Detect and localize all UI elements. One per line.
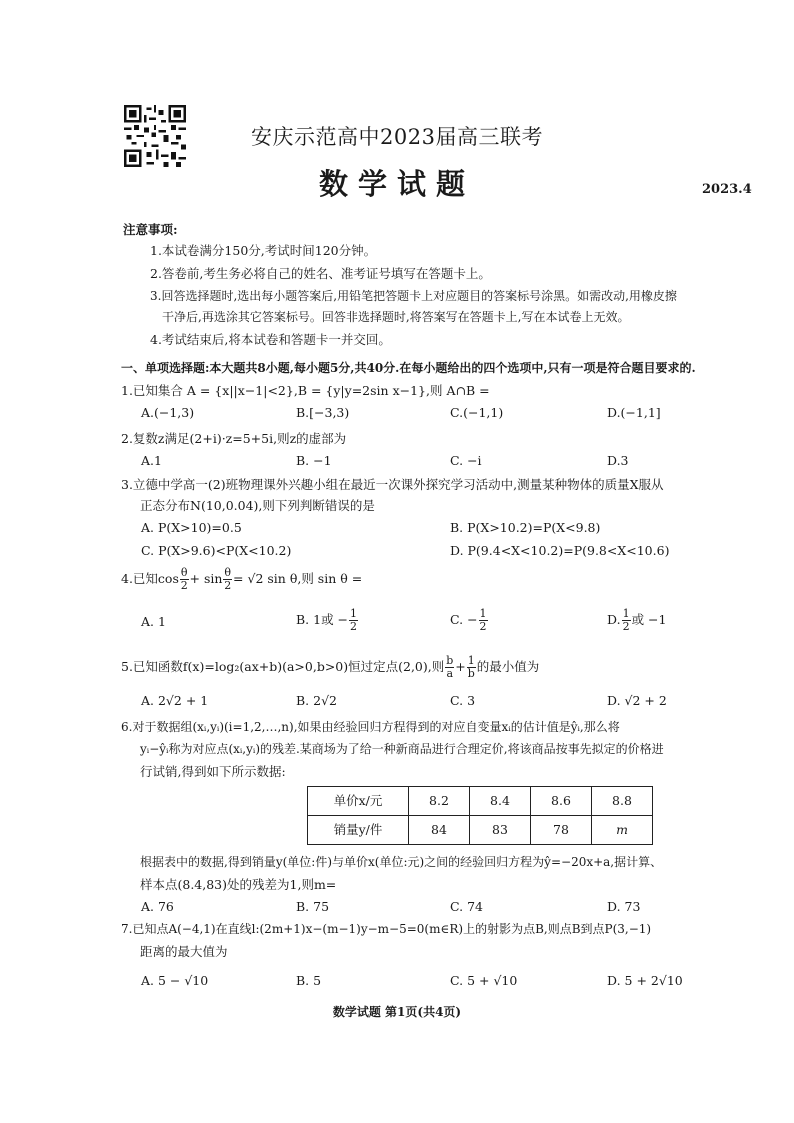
q5-option-c: C. 3	[450, 693, 476, 708]
q7-option-b: B. 5	[296, 973, 322, 988]
notice-item: 3.回答选择题时,选出每小题答案后,用铅笔把答题卡上对应题目的答案标号涂黑。如需改动,用橡皮擦	[150, 289, 677, 303]
q6-stem-line5: 样本点(8.4,83)处的残差为1,则m=	[140, 877, 337, 892]
q4-fraction-theta-over-2	[180, 567, 189, 591]
table-row	[308, 816, 653, 845]
q6-stem-line4: 根据表中的数据,得到销量y(单位:件)与单价x(单位:元)之间的经验回归方程为ŷ=−20x+a,据计算、	[140, 855, 663, 869]
q7-option-d: D. 5 + 2√10	[607, 973, 683, 988]
q4-option-c-text: C. −	[450, 612, 478, 628]
q4-option-b-text: B. 1或 −	[296, 612, 349, 628]
q3-option-b: B. P(X>10.2)=P(X<9.8)	[450, 520, 601, 535]
q4-frac-den: 2	[479, 619, 487, 633]
exam-date: 2023.4	[702, 182, 752, 197]
q3-option-a: A. P(X>10)=0.5	[141, 520, 242, 535]
q4-text: = √2 sin θ,则 sin θ =	[233, 571, 363, 587]
q5-fraction-b-over-a	[445, 655, 454, 679]
q7-option-a: A. 5 − √10	[141, 973, 209, 988]
q4-frac-num: 1	[479, 607, 487, 620]
table-cell: 83	[470, 816, 531, 845]
q4-frac-num: 1	[350, 607, 358, 620]
q1-option-b: B.[−3,3)	[296, 405, 350, 420]
table-row	[308, 787, 653, 816]
q5-option-b: B. 2√2	[296, 693, 338, 708]
q4-frac-num: θ	[180, 566, 188, 579]
q6-option-d: D. 73	[607, 899, 641, 914]
exam-title: 安庆示范高中2023届高三联考	[251, 125, 543, 149]
q4-option-d-fraction	[622, 608, 631, 632]
table-cell: 8.6	[531, 787, 592, 816]
q5-text: 5.已知函数f(x)=log₂(ax+b)(a>0,b>0)恒过定点(2,0),则	[121, 659, 445, 675]
table-cell: 8.2	[409, 787, 470, 816]
q2-option-c: C. −i	[450, 453, 482, 468]
q4-frac-den: 2	[224, 578, 232, 592]
q2-option-a: A.1	[141, 453, 162, 468]
q5-option-a: A. 2√2 + 1	[141, 693, 209, 708]
q5-frac-num: 1	[467, 654, 475, 667]
q7-stem-line1: 7.已知点A(−4,1)在直线l:(2m+1)x−(m−1)y−m−5=0(m∈R)上的射影为点B,则点B到点P(3,−1)	[121, 922, 652, 936]
q5-fraction-1-over-b	[467, 655, 476, 679]
q4-frac-den: 2	[180, 578, 188, 592]
subject-title: 数学试题	[318, 167, 475, 201]
q6-stem-line2: yᵢ−ŷᵢ称为对应点(xᵢ,yᵢ)的残差.某商场为了给一种新商品进行合理定价,将该商品按事先拟定的价格进	[140, 742, 664, 756]
q1-stem: 1.已知集合 A = {x||x−1|<2},B = {y|y=2sin x−1},则 A∩B =	[121, 383, 490, 398]
notice-heading: 注意事项:	[123, 222, 178, 237]
q5-frac-den: b	[467, 666, 475, 680]
table-cell: m	[592, 816, 653, 845]
q4-option-c-fraction	[479, 608, 488, 632]
q4-option-a: A. 1	[141, 614, 166, 629]
q4-option-b	[296, 608, 359, 632]
q4-frac-num: θ	[224, 566, 232, 579]
section-heading: 一、单项选择题:本大题共8小题,每小题5分,共40分.在每小题给出的四个选项中,只有一项是符合题目要求的.	[121, 361, 696, 375]
q4-frac-den: 2	[350, 619, 358, 633]
q4-option-d-text: 或 −1	[631, 612, 667, 628]
q1-option-d: D.(−1,1]	[607, 405, 661, 420]
notice-item: 干净后,再选涂其它答案标号。回答非选择题时,将答案写在答题卡上,写在本试卷上无效。	[162, 310, 630, 324]
notice-item: 2.答卷前,考生务必将自己的姓名、准考证号填写在答题卡上。	[150, 266, 491, 281]
q3-stem-line2: 正态分布N(10,0.04),则下列判断错误的是	[140, 498, 375, 513]
q6-option-c: C. 74	[450, 899, 483, 914]
q4-text: 4.已知cos	[121, 571, 179, 587]
table-cell: 8.4	[470, 787, 531, 816]
q4-option-b-fraction	[349, 608, 358, 632]
q3-option-c: C. P(X>9.6)<P(X<10.2)	[141, 543, 292, 558]
q4-option-d	[607, 608, 666, 632]
q5-frac-num: b	[446, 654, 454, 667]
table-cell: 单价x/元	[308, 787, 409, 816]
q2-stem: 2.复数z满足(2+i)·z=5+5i,则z的虚部为	[121, 431, 347, 446]
q4-option-c	[450, 608, 489, 632]
table-cell: 8.8	[592, 787, 653, 816]
q6-stem-line1: 6.对于数据组(xᵢ,yᵢ)(i=1,2,…,n),如果由经验回归方程得到的对应自变量xᵢ的估计值是ŷᵢ,那么将	[121, 720, 620, 734]
notice-item: 1.本试卷满分150分,考试时间120分钟。	[150, 243, 377, 258]
q6-data-table	[307, 786, 653, 845]
q1-option-c: C.(−1,1)	[450, 405, 504, 420]
q4-frac-den: 2	[622, 619, 630, 633]
table-cell: 84	[409, 816, 470, 845]
q6-stem-line3: 行试销,得到如下所示数据:	[140, 764, 286, 779]
page-footer: 数学试题 第1页(共4页)	[332, 1005, 462, 1019]
q2-option-d: D.3	[607, 453, 629, 468]
q4-text: + sin	[189, 571, 223, 587]
q5-option-d: D. √2 + 2	[607, 693, 667, 708]
q3-stem-line1: 3.立德中学高一(2)班物理课外兴趣小组在最近一次课外探究学习活动中,测量某种物体的质量X服从	[121, 477, 664, 492]
q4-fraction-theta-over-2	[223, 567, 232, 591]
q5-frac-den: a	[446, 666, 454, 680]
table-cell: 78	[531, 816, 592, 845]
q3-option-d: D. P(9.4<X<10.2)=P(9.8<X<10.6)	[450, 543, 670, 558]
q5-text: 的最小值为	[476, 659, 540, 675]
q6-option-a: A. 76	[141, 899, 174, 914]
q5-plus: +	[455, 659, 466, 675]
q7-option-c: C. 5 + √10	[450, 973, 518, 988]
q4-frac-num: 1	[622, 607, 630, 620]
q4-stem	[121, 567, 362, 591]
q2-option-b: B. −1	[296, 453, 332, 468]
notice-item: 4.考试结束后,将本试卷和答题卡一并交回。	[150, 332, 391, 347]
table-cell: 销量y/件	[308, 816, 409, 845]
q1-option-a: A.(−1,3)	[141, 405, 195, 420]
q6-option-b: B. 75	[296, 899, 330, 914]
q5-stem	[121, 655, 539, 679]
q4-option-d-label: D.	[607, 612, 621, 628]
q7-stem-line2: 距离的最大值为	[140, 944, 228, 959]
